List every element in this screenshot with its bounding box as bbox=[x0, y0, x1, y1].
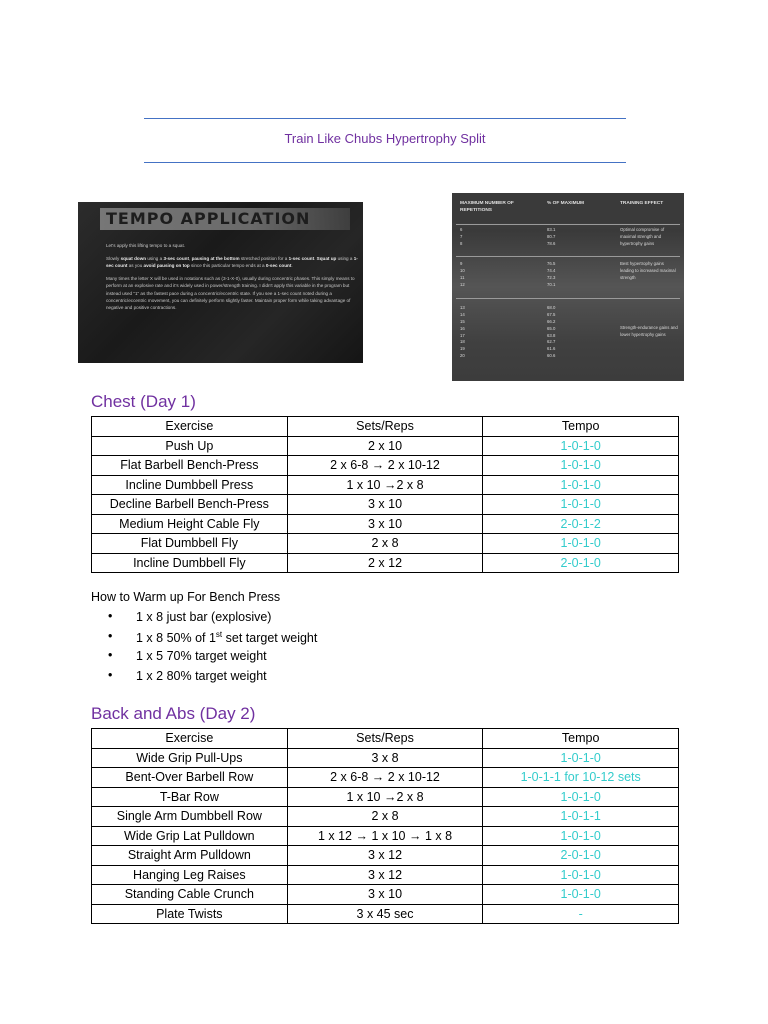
pct-value: 61.6 bbox=[547, 346, 556, 352]
table-row bbox=[92, 846, 679, 866]
table-header-cell: Sets/Reps bbox=[287, 417, 483, 437]
tempo-text-segment: . bbox=[291, 263, 293, 269]
exercise-cell: Single Arm Dumbbell Row bbox=[92, 807, 288, 827]
chest-table bbox=[91, 416, 679, 573]
tempo-cell: 1-0-1-0 bbox=[483, 885, 679, 905]
tempo-text-segment: avoid pausing on top bbox=[143, 263, 190, 269]
tempo-text-segment: 3-sec count bbox=[163, 256, 189, 262]
tempo-text-segment: squat down bbox=[120, 256, 147, 262]
training-effect: Optimal compromise of maximal strength and hypertrophy gains bbox=[620, 227, 665, 246]
sets-reps-cell: 3 x 10 bbox=[287, 495, 483, 515]
tempo-cell: 2-0-1-2 bbox=[483, 514, 679, 534]
repetition-max-table-image bbox=[452, 193, 684, 381]
tempo-text-segment: 1-sec count bbox=[288, 256, 315, 262]
table-header-cell: Sets/Reps bbox=[287, 729, 483, 749]
table-header-cell: Tempo bbox=[483, 729, 679, 749]
tempo-paragraph bbox=[106, 275, 358, 311]
table-header-cell: Exercise bbox=[92, 417, 288, 437]
table-row bbox=[92, 553, 679, 573]
pct-value: 72.3 bbox=[547, 274, 556, 280]
tempo-text-segment: Many times the letter X will be used in notations such as (3-1-X-0), usually during concentric phases. This simply means to perform at an explosive rate and it's widely used in power/strength training. I didn't apply this variable in the program but instead used "1" as the fastest pace during a concentric/eccentric state. If you see a 1-sec count noted during a concentric/eccentric movement, you can definitely perform slightly faster. Maintain proper form while taking advantage of negative and positive contractions. bbox=[106, 276, 355, 310]
tempo-cell: 1-0-1-0 bbox=[483, 826, 679, 846]
training-effect: Best hypertrophy gains leading to increased maximal strength bbox=[620, 261, 676, 280]
tempo-text-segment: using a bbox=[336, 256, 354, 262]
warmup-item-text: 1 x 8 50% of 1 bbox=[136, 630, 216, 645]
pct-values bbox=[547, 227, 555, 248]
tempo-text-segment: Let's apply this lifting tempo to a squat. bbox=[106, 243, 186, 248]
title-bottom-rule bbox=[144, 162, 626, 163]
sets-reps-cell: 2 x 10 bbox=[287, 436, 483, 456]
exercise-cell: Straight Arm Pulldown bbox=[92, 846, 288, 866]
reps-value: 10 bbox=[460, 267, 465, 273]
table-row bbox=[92, 456, 679, 476]
tempo-banner bbox=[100, 208, 350, 230]
pct-value: 80.7 bbox=[547, 233, 556, 239]
warmup-item bbox=[108, 649, 317, 669]
warmup-item-text: 1 x 2 80% target weight bbox=[136, 669, 267, 684]
warmup-item bbox=[108, 630, 317, 650]
table-row bbox=[92, 865, 679, 885]
reps-value: 11 bbox=[460, 274, 465, 280]
table-row bbox=[92, 748, 679, 768]
reps-header-effect: TRAINING EFFECT bbox=[620, 201, 664, 206]
reps-values bbox=[460, 227, 462, 248]
sets-reps-cell: 3 x 8 bbox=[287, 748, 483, 768]
title-top-rule bbox=[144, 118, 626, 119]
exercise-cell: Bent-Over Barbell Row bbox=[92, 768, 288, 788]
exercise-cell: T-Bar Row bbox=[92, 787, 288, 807]
tempo-description bbox=[106, 242, 358, 317]
document-title: Train Like Chubs Hypertrophy Split bbox=[284, 131, 486, 146]
warmup-list bbox=[108, 610, 317, 689]
tempo-text-segment: using a bbox=[146, 256, 164, 262]
exercise-cell: Incline Dumbbell Press bbox=[92, 475, 288, 495]
pct-value: 67.5 bbox=[547, 311, 556, 317]
pct-values bbox=[547, 305, 555, 360]
reps-header-pct: % OF MAXIMUM bbox=[547, 201, 585, 206]
exercise-cell: Wide Grip Pull-Ups bbox=[92, 748, 288, 768]
reps-value: 17 bbox=[460, 332, 465, 338]
exercise-cell: Incline Dumbbell Fly bbox=[92, 553, 288, 573]
training-effect: Strength-endurance gains and lower hypertrophy gains bbox=[620, 325, 678, 337]
tempo-application-image bbox=[78, 202, 363, 363]
tempo-text-segment: Squat up bbox=[316, 256, 337, 262]
reps-value: 9 bbox=[460, 261, 463, 266]
exercise-cell: Hanging Leg Raises bbox=[92, 865, 288, 885]
reps-header bbox=[452, 193, 684, 223]
tempo-cell: 1-0-1-0 bbox=[483, 475, 679, 495]
tempo-cell: 1-0-1-1 bbox=[483, 807, 679, 827]
reps-value: 15 bbox=[460, 318, 465, 324]
pct-value: 70.1 bbox=[547, 281, 556, 287]
warmup-item bbox=[108, 610, 317, 630]
warmup-title: How to Warm up For Bench Press bbox=[91, 590, 281, 604]
pct-value: 65.0 bbox=[547, 325, 556, 331]
bullet-icon: • bbox=[108, 609, 113, 623]
back-heading: Back and Abs (Day 2) bbox=[91, 704, 256, 723]
tempo-text-segment: pausing at the bottom bbox=[191, 256, 240, 262]
warmup-item-text: 1 x 5 70% target weight bbox=[136, 649, 267, 664]
tempo-cell: 1-0-1-0 bbox=[483, 787, 679, 807]
tempo-text-segment: 0-sec count bbox=[265, 263, 292, 269]
exercise-cell: Wide Grip Lat Pulldown bbox=[92, 826, 288, 846]
warmup-item bbox=[108, 669, 317, 689]
sets-reps-cell: 3 x 12 bbox=[287, 865, 483, 885]
reps-value: 20 bbox=[460, 353, 465, 359]
tempo-text-segment: since this particular tempo ends at a bbox=[189, 263, 266, 269]
exercise-cell: Push Up bbox=[92, 436, 288, 456]
exercise-cell: Decline Barbell Bench-Press bbox=[92, 495, 288, 515]
sets-reps-cell: 3 x 12 bbox=[287, 846, 483, 866]
warmup-item-sup: st bbox=[215, 629, 223, 639]
tempo-heading: TEMPO APPLICATION bbox=[106, 209, 311, 228]
pct-value: 78.6 bbox=[547, 240, 556, 246]
reps-separator bbox=[456, 224, 680, 225]
pct-value: 74.4 bbox=[547, 267, 556, 273]
reps-separator bbox=[456, 298, 680, 299]
pct-value: 68.0 bbox=[547, 305, 556, 310]
sets-reps-cell: 2 x 8 bbox=[287, 807, 483, 827]
reps-value: 13 bbox=[460, 305, 465, 310]
pct-value: 62.7 bbox=[547, 339, 556, 345]
chest-heading: Chest (Day 1) bbox=[91, 392, 196, 411]
sets-reps-cell: 2 x 12 bbox=[287, 553, 483, 573]
reps-value: 12 bbox=[460, 281, 465, 287]
tempo-text-segment: . bbox=[314, 256, 317, 262]
sets-reps-cell: 1 x 12 → 1 x 10 → 1 x 8 bbox=[287, 826, 483, 846]
table-row bbox=[92, 807, 679, 827]
table-header-row bbox=[92, 417, 679, 437]
sets-reps-cell: 3 x 10 bbox=[287, 885, 483, 905]
tempo-cell: 1-0-1-0 bbox=[483, 495, 679, 515]
table-row bbox=[92, 787, 679, 807]
sets-reps-cell: 3 x 10 bbox=[287, 514, 483, 534]
tempo-cell: 1-0-1-0 bbox=[483, 865, 679, 885]
table-row bbox=[92, 514, 679, 534]
sets-reps-cell: 2 x 6-8 → 2 x 10-12 bbox=[287, 768, 483, 788]
table-row bbox=[92, 475, 679, 495]
reps-value: 18 bbox=[460, 339, 465, 345]
table-row bbox=[92, 904, 679, 924]
reps-value: 16 bbox=[460, 325, 465, 331]
pct-value: 63.8 bbox=[547, 332, 556, 338]
reps-values bbox=[460, 261, 465, 289]
pct-value: 60.6 bbox=[547, 353, 556, 359]
reps-separator bbox=[456, 256, 680, 257]
table-row bbox=[92, 534, 679, 554]
exercise-cell: Flat Barbell Bench-Press bbox=[92, 456, 288, 476]
sets-reps-cell: 1 x 10 →2 x 8 bbox=[287, 475, 483, 495]
warmup-item-text: 1 x 8 just bar (explosive) bbox=[136, 610, 272, 624]
exercise-cell: Plate Twists bbox=[92, 904, 288, 924]
sets-reps-cell: 2 x 8 bbox=[287, 534, 483, 554]
pct-value: 83.1 bbox=[547, 227, 556, 232]
tempo-text-segment: , bbox=[189, 256, 192, 262]
bullet-icon: • bbox=[108, 628, 113, 643]
pct-value: 66.2 bbox=[547, 318, 556, 324]
tempo-text-segment: Slowly bbox=[106, 256, 121, 262]
pct-value: 76.5 bbox=[547, 261, 556, 266]
tempo-cell: - bbox=[483, 904, 679, 924]
tempo-paragraph bbox=[106, 255, 358, 269]
table-row bbox=[92, 436, 679, 456]
tempo-cell: 1-0-1-1 for 10-12 sets bbox=[483, 768, 679, 788]
exercise-cell: Flat Dumbbell Fly bbox=[92, 534, 288, 554]
tempo-text-segment: stretched position for a bbox=[239, 256, 289, 262]
tempo-cell: 1-0-1-0 bbox=[483, 534, 679, 554]
exercise-cell: Medium Height Cable Fly bbox=[92, 514, 288, 534]
reps-value: 14 bbox=[460, 311, 465, 317]
reps-value: 8 bbox=[460, 240, 463, 246]
sets-reps-cell: 2 x 6-8 → 2 x 10-12 bbox=[287, 456, 483, 476]
reps-value: 7 bbox=[460, 233, 463, 239]
tempo-cell: 2-0-1-0 bbox=[483, 846, 679, 866]
table-row bbox=[92, 768, 679, 788]
tempo-paragraph bbox=[106, 242, 358, 249]
tempo-cell: 1-0-1-0 bbox=[483, 436, 679, 456]
bullet-icon: • bbox=[108, 648, 113, 663]
tempo-text-segment: as you bbox=[127, 263, 144, 269]
bullet-icon: • bbox=[108, 668, 113, 683]
pct-values bbox=[547, 261, 555, 289]
table-row bbox=[92, 885, 679, 905]
reps-value: 6 bbox=[460, 227, 463, 232]
reps-values bbox=[460, 305, 465, 360]
sets-reps-cell: 3 x 45 sec bbox=[287, 904, 483, 924]
table-header-row bbox=[92, 729, 679, 749]
tempo-cell: 1-0-1-0 bbox=[483, 456, 679, 476]
table-row bbox=[92, 826, 679, 846]
back-abs-table bbox=[91, 728, 679, 924]
exercise-cell: Standing Cable Crunch bbox=[92, 885, 288, 905]
table-header-cell: Exercise bbox=[92, 729, 288, 749]
table-row bbox=[92, 495, 679, 515]
table-header-cell: Tempo bbox=[483, 417, 679, 437]
tempo-cell: 1-0-1-0 bbox=[483, 748, 679, 768]
tempo-text-segment: 1-sec count bbox=[106, 256, 358, 269]
reps-header-max: MAXIMUM NUMBER OF REPETITIONS bbox=[460, 201, 514, 213]
tempo-cell: 2-0-1-0 bbox=[483, 553, 679, 573]
reps-value: 19 bbox=[460, 346, 465, 352]
warmup-item-text-rest: set target weight bbox=[222, 630, 318, 645]
sets-reps-cell: 1 x 10 →2 x 8 bbox=[287, 787, 483, 807]
